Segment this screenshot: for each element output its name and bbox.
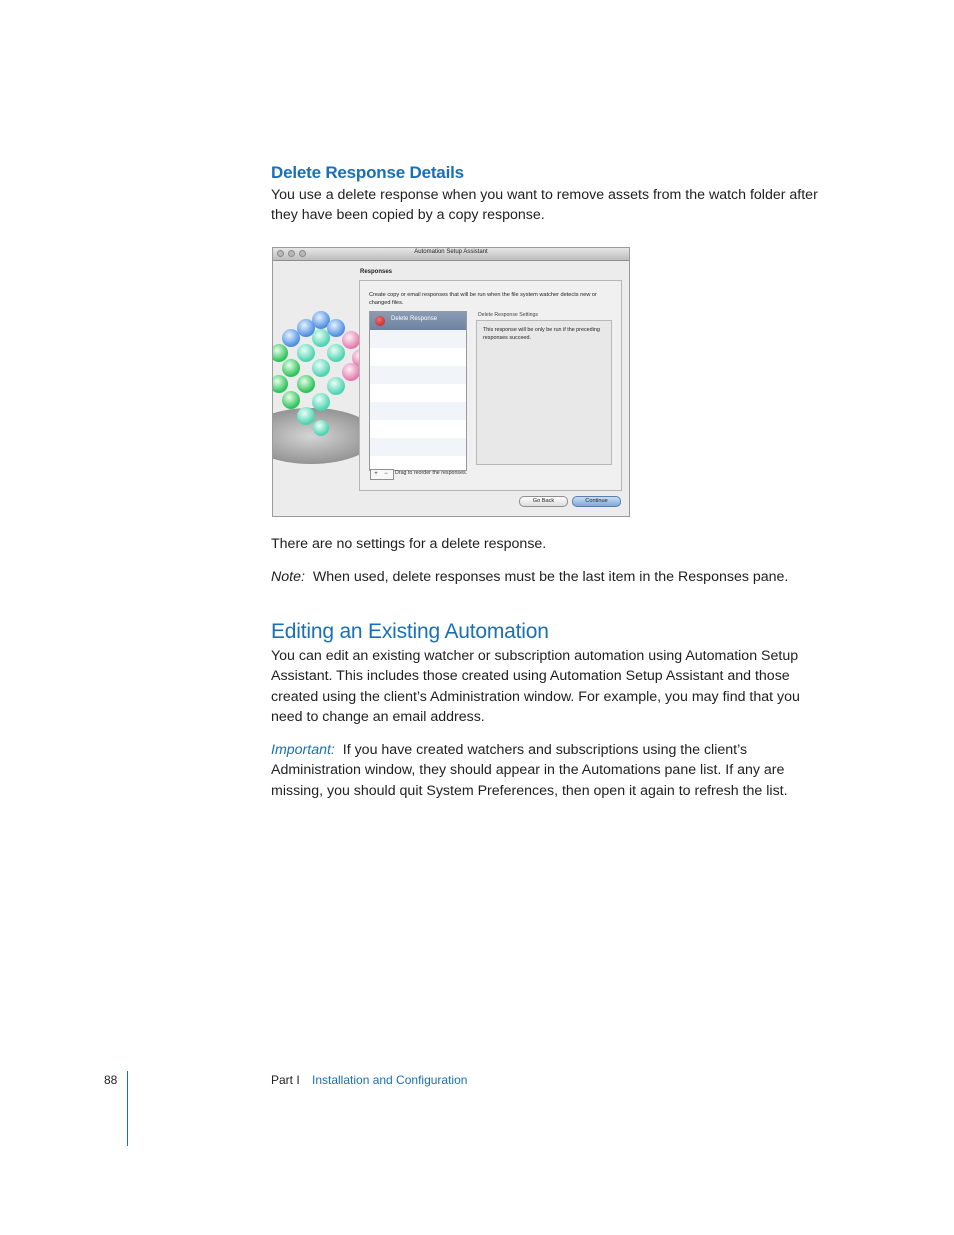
footer-divider xyxy=(127,1071,128,1146)
drag-hint: Drag to reorder the responses. xyxy=(395,470,468,476)
list-item xyxy=(370,438,466,456)
list-item xyxy=(370,330,466,348)
delete-response-heading: Delete Response Details xyxy=(271,163,464,182)
page-number: 88 xyxy=(104,1073,118,1087)
list-item-label: Delete Response xyxy=(391,316,438,322)
list-item xyxy=(370,384,466,402)
editing-body: You can edit an existing watcher or subscription automation using Automation Setup Assistant. This includes those created using Automation Setup Assistant and those created using the client’s Administration window. For example, you may find that you need to change an email address. xyxy=(271,648,800,726)
settings-panel xyxy=(476,320,612,465)
list-item xyxy=(370,348,466,366)
note-paragraph xyxy=(271,567,831,587)
settings-text: This response will be only be run if the preceding responses succeed. xyxy=(483,327,600,341)
list-item xyxy=(370,420,466,438)
list-item xyxy=(370,402,466,420)
important-label: Important: xyxy=(271,742,335,758)
part-label: Part I xyxy=(271,1073,300,1087)
responses-list[interactable] xyxy=(369,311,467,471)
window-titlebar xyxy=(273,248,629,261)
important-paragraph xyxy=(271,740,831,801)
remove-response-button[interactable]: − xyxy=(384,471,388,477)
editing-heading: Editing an Existing Automation xyxy=(271,620,549,643)
settings-label: Delete Response Settings xyxy=(478,312,538,318)
list-item xyxy=(370,366,466,384)
window-title: Automation Setup Assistant xyxy=(414,249,488,255)
responses-section-label: Responses xyxy=(360,269,393,275)
assistant-window-screenshot xyxy=(272,247,630,517)
note-text: When used, delete responses must be the last item in the Responses pane. xyxy=(312,569,789,585)
continue-button[interactable]: Continue xyxy=(572,496,621,507)
important-text: If you have created watchers and subscriptions using the client’s Administration window, they should appear in the Automations pane list. If any are missing, you should quit System Preferences, then open it again to refresh the list. xyxy=(271,742,788,799)
add-remove-control[interactable] xyxy=(370,469,394,480)
delete-response-icon xyxy=(375,316,385,326)
note-label: Note: xyxy=(271,569,305,585)
part-title: Installation and Configuration xyxy=(312,1073,468,1087)
no-settings-text: There are no settings for a delete response. xyxy=(271,536,547,552)
delete-response-intro: You use a delete response when you want to remove assets from the watch folder after they have been copied by a copy response. xyxy=(271,187,818,224)
responses-description: Create copy or email responses that will be run when the file system watcher detects new or changed files. xyxy=(369,292,597,306)
list-item-delete-response[interactable] xyxy=(370,312,466,330)
responses-panel xyxy=(359,280,622,491)
go-back-button[interactable]: Go Back xyxy=(519,496,568,507)
add-response-button[interactable]: + xyxy=(374,471,378,477)
